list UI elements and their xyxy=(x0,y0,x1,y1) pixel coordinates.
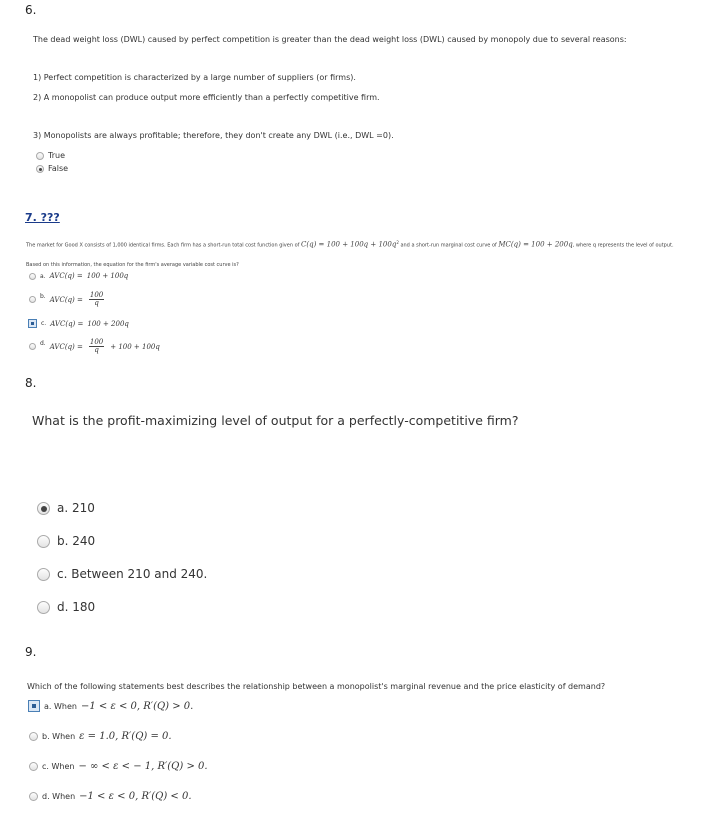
q8-option-a-label: a. 210 xyxy=(57,501,95,515)
q9-radio-b[interactable] xyxy=(29,732,38,741)
q7-stem-end: , where q represents the level of output. xyxy=(572,242,674,249)
q9-option-b[interactable] xyxy=(29,731,172,742)
question-6-number: 6. xyxy=(25,3,37,17)
question-6-reason-3: 3) Monopolists are always profitable; therefore, they don't create any DWL (i.e., DWL =0). xyxy=(33,131,394,140)
q6-radio-false[interactable] xyxy=(36,165,44,173)
q8-radio-b[interactable] xyxy=(37,535,50,548)
q7-option-c-lhs: AVC(q) = xyxy=(50,319,84,328)
q9-option-d-expr: −1 < ε < 0, R′(Q) < 0. xyxy=(79,791,192,802)
q7-marginal-cost-function: MC(q) = 100 + 200q xyxy=(498,240,573,249)
q8-option-d-label: d. 180 xyxy=(57,600,96,614)
q9-option-a[interactable] xyxy=(28,700,193,712)
q7-option-a-lhs: AVC(q) = xyxy=(49,272,83,280)
question-8-prompt: What is the profit-maximizing level of output for a perfectly-competitive firm? xyxy=(32,413,519,428)
q8-option-c[interactable] xyxy=(37,567,207,581)
q7-option-c-letter: c. xyxy=(41,320,47,327)
q7-option-d-numerator: 100 xyxy=(89,338,104,346)
q7-option-a-rhs: 100 + 100q xyxy=(86,272,129,280)
q9-option-d-prefix: d. When xyxy=(42,792,76,801)
q7-option-a[interactable] xyxy=(29,272,128,280)
q9-option-c-expr: − ∞ < ε < − 1, R′(Q) > 0. xyxy=(78,761,208,772)
q6-option-false-label: False xyxy=(48,164,69,173)
q7-option-d-denominator: q xyxy=(94,346,99,354)
q6-radio-true[interactable] xyxy=(36,152,44,160)
question-9-number: 9. xyxy=(25,645,37,659)
q8-radio-c[interactable] xyxy=(37,568,50,581)
q7-stem-mid: and a short-run marginal cost curve of xyxy=(400,242,497,249)
question-6-prompt: The dead weight loss (DWL) caused by perfect competition is greater than the dead weight loss (DWL) caused by monopoly due to several reasons: xyxy=(33,35,627,44)
q7-option-a-letter: a. xyxy=(40,272,46,280)
question-7-question: Based on this information, the equation for the firm's average variable cost curve is? xyxy=(26,262,239,268)
q8-option-c-label: c. Between 210 and 240. xyxy=(57,567,208,581)
q7-option-d-lhs: AVC(q) = xyxy=(49,342,83,351)
question-7-stem: The market for Good X consists of 1,000 identical firms. Each firm has a short-run total cost function given of $C(q) = 100 + 100q + 100q^2$ and a short-run marginal cost curve of MC(q) = 100 + 200q, where q represents the level of output. xyxy=(26,240,674,249)
q6-option-false[interactable] xyxy=(36,164,68,173)
q9-option-a-prefix: a. When xyxy=(44,701,77,711)
q6-option-true[interactable] xyxy=(36,151,65,160)
q7-option-d-letter: d. xyxy=(40,340,46,347)
q7-option-c-rhs: 100 + 200q xyxy=(87,319,129,328)
q7-option-d[interactable] xyxy=(29,339,160,354)
q8-option-a[interactable] xyxy=(37,501,95,515)
q8-option-d[interactable] xyxy=(37,600,95,614)
q8-option-b-label: b. 240 xyxy=(57,534,96,548)
question-8-number: 8. xyxy=(25,376,37,390)
q6-option-true-label: True xyxy=(48,151,65,160)
q7-option-d-fraction xyxy=(89,339,104,354)
q9-radio-d[interactable] xyxy=(29,792,38,801)
q9-option-d[interactable] xyxy=(29,791,192,802)
q9-option-c[interactable] xyxy=(29,761,208,772)
q8-option-b[interactable] xyxy=(37,534,95,548)
q7-radio-d[interactable] xyxy=(29,343,36,350)
q9-option-c-prefix: c. When xyxy=(42,762,75,771)
question-6-reason-2: 2) A monopolist can produce output more efficiently than a perfectly competitive firm. xyxy=(33,93,380,102)
q8-radio-d[interactable] xyxy=(37,601,50,614)
q7-total-cost-function: C(q) = 100 + 100q + 100q xyxy=(301,240,397,249)
q9-option-b-expr: ε = 1.0, R′(Q) = 0. xyxy=(79,731,172,742)
q9-option-b-prefix: b. When xyxy=(42,732,76,741)
q7-option-d-rhs: + 100 + 100q xyxy=(110,342,160,351)
q9-radio-a-selected[interactable] xyxy=(28,700,40,712)
q9-radio-c[interactable] xyxy=(29,762,38,771)
q7-option-b[interactable] xyxy=(29,292,106,307)
q7-radio-c-selected[interactable] xyxy=(28,319,37,328)
question-9-prompt: Which of the following statements best describes the relationship between a monopolist's marginal revenue and the price elasticity of demand? xyxy=(27,682,606,691)
q7-option-b-fraction xyxy=(89,292,104,307)
q7-option-c[interactable] xyxy=(28,319,129,328)
q7-option-b-numerator: 100 xyxy=(89,291,104,299)
q7-option-b-letter: b. xyxy=(40,293,46,300)
q7-radio-a[interactable] xyxy=(29,273,36,280)
q7-stem-text: The market for Good X consists of 1,000 identical firms. Each firm has a short-run total cost function given of xyxy=(26,242,300,249)
q7-option-b-lhs: AVC(q) = xyxy=(49,295,83,304)
q9-option-a-expr: −1 < ε < 0, R′(Q) > 0. xyxy=(80,700,194,712)
q7-radio-b[interactable] xyxy=(29,296,36,303)
question-7-number: 7. ??? xyxy=(25,211,60,224)
question-6-reason-1: 1) Perfect competition is characterized by a large number of suppliers (or firms). xyxy=(33,73,356,82)
q8-radio-a[interactable] xyxy=(37,502,50,515)
q7-option-b-denominator: q xyxy=(94,299,99,307)
